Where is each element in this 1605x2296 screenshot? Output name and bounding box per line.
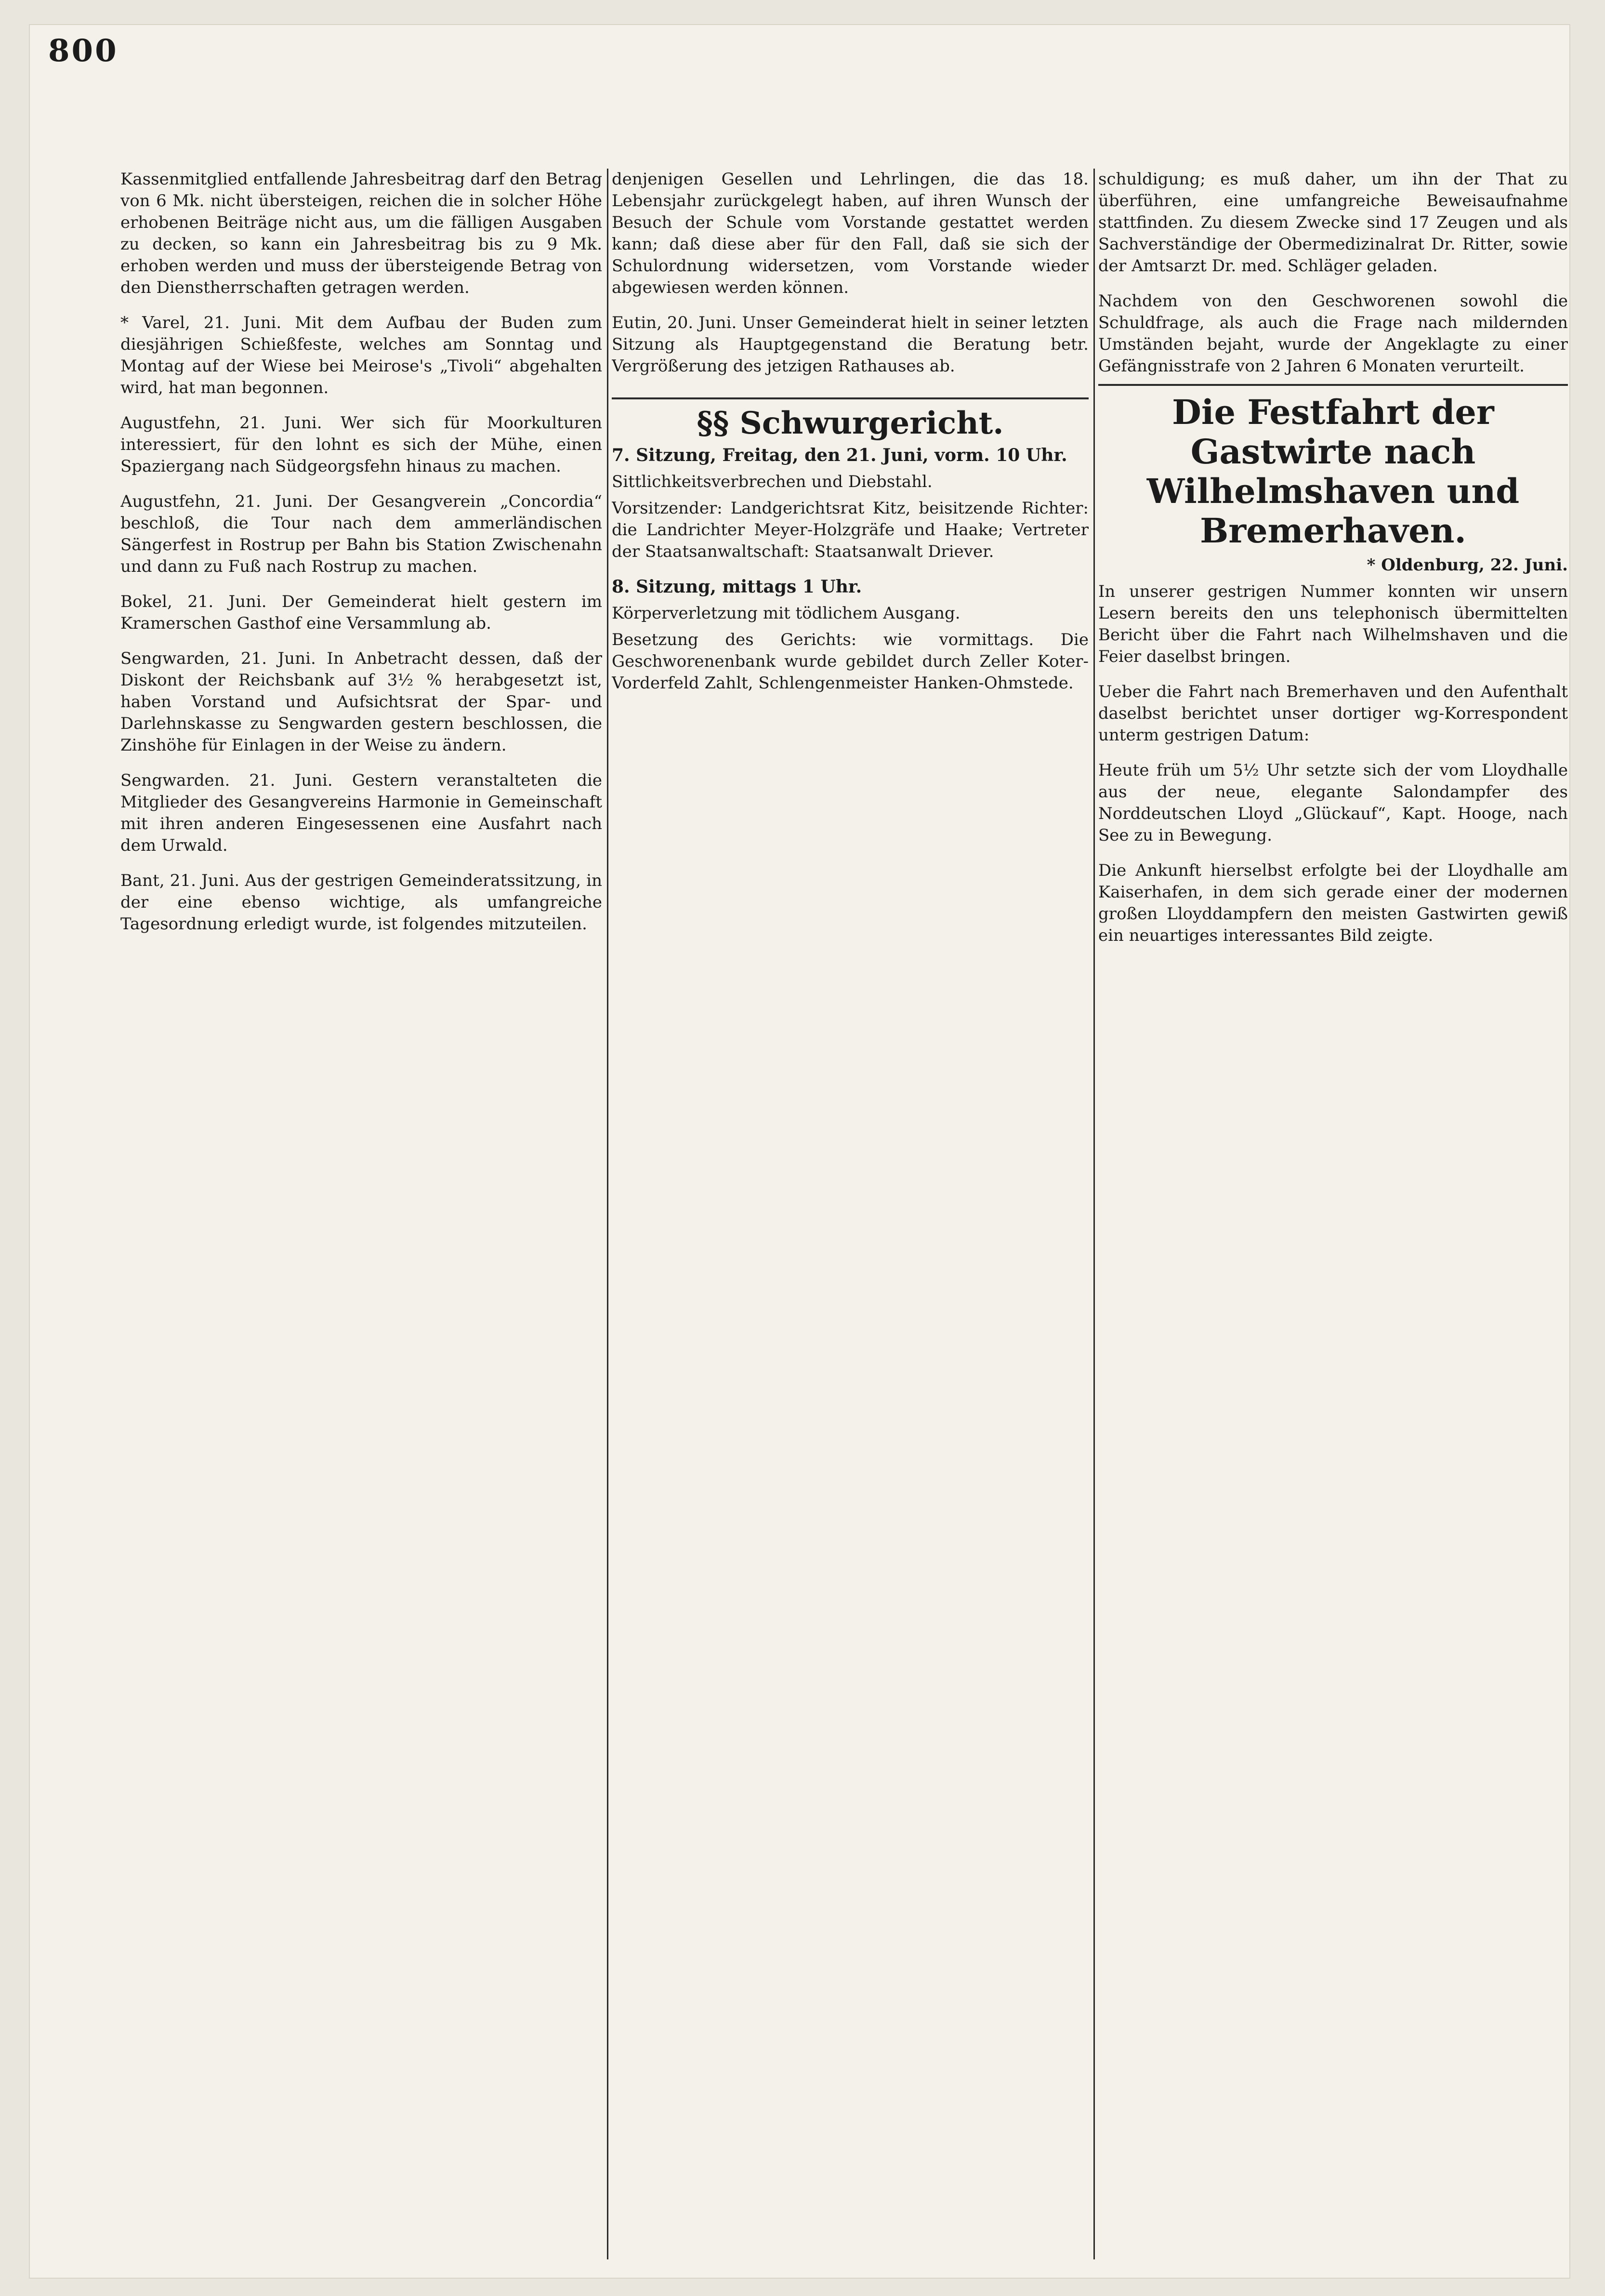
column-fade	[612, 2202, 1089, 2259]
feature-dateline: * Oldenburg, 22. Juni.	[1367, 555, 1568, 575]
column-fade	[120, 2202, 602, 2259]
article-paragraph: denjenigen Gesellen und Lehrlingen, die das 18. Lebensjahr zurückgelegt haben, auf ihren Wunsch der Besuch der Schule vom Vorstande gestattet werden kann; daß diese aber für den Fall, daß sie sich der Schulordnung widersetzen, vom Vorstande wieder abgewiesen werden können.	[612, 170, 1089, 297]
page-number: 800	[48, 33, 118, 69]
feature-paragraph: Die Ankunft hierselbst erfolgte bei der Lloydhalle am Kaiserhafen, in dem sich gerade einer der modernen großen Lloyddampfern den meisten Gastwirten gewiß ein neuartiges interessantes Bild zeigte.	[1098, 861, 1568, 945]
column-2	[612, 169, 1089, 2259]
feature-heading: Die Festfahrt der Gastwirte nach Wilhelmshaven und Bremerhaven.	[1146, 392, 1520, 551]
article-paragraph: Nachdem von den Geschworenen sowohl die Schuldfrage, als auch die Frage nach mildernden Umständen bejaht, wurde der Angeklagte zu einer Gefängnisstrafe von 2 Jahren 6 Monaten verurteilt.	[1098, 291, 1568, 376]
article-paragraph: Bant, 21. Juni. Aus der gestrigen Gemeinderatssitzung, in der eine ebenso wichtige, als umfangreiche Tagesordnung erledigt wurde, ist folgendes mitzuteilen.	[120, 871, 602, 934]
section-rule	[612, 397, 1089, 399]
court-paragraph: Vorsitzender: Landgerichtsrat Kitz, beisitzende Richter: die Landrichter Meyer-Holzgräfe und Haake; Vertreter der Staatsanwaltschaft: Staatsanwalt Driever.	[612, 499, 1089, 561]
column-divider	[607, 169, 608, 2259]
court-session-subject: Sittlichkeitsverbrechen und Diebstahl.	[612, 472, 933, 491]
column-3	[1098, 169, 1568, 2259]
article-paragraph: Eutin, 20. Juni. Unser Gemeinderat hielt in seiner letzten Sitzung als Hauptgegenstand die Beratung betr. Vergrößerung des jetzigen Rathauses ab.	[612, 313, 1089, 376]
column-divider	[1093, 169, 1095, 2259]
article-paragraph: schuldigung; es muß daher, um ihn der That zu überführen, eine umfangreiche Beweisaufnahme stattfinden. Zu diesem Zwecke sind 17 Zeugen und als Sachverständige der Obermedizinalrat Dr. Ritter, sowie der Amtsarzt Dr. med. Schläger geladen.	[1098, 170, 1568, 276]
newspaper-page	[29, 24, 1570, 2279]
column-fade	[1098, 2202, 1568, 2259]
article-paragraph: * Varel, 21. Juni. Mit dem Aufbau der Buden zum diesjährigen Schießfeste, welches am Sonntag und Montag auf der Wiese bei Meirose's „Tivoli“ abgehalten wird, hat man begonnen.	[120, 313, 602, 397]
article-paragraph: Sengwarden, 21. Juni. In Anbetracht dessen, daß der Diskont der Reichsbank auf 3½ % herabgesetzt ist, haben Vorstand und Aufsichtsrat der Spar- und Darlehnskasse zu Sengwarden gestern beschlossen, die Zinshöhe für Einlagen in der Weise zu ändern.	[120, 649, 602, 755]
article-paragraph: Augustfehn, 21. Juni. Der Gesangverein „Concordia“ beschloß, die Tour nach dem ammerländischen Sängerfest in Rostrup per Bahn bis Station Zwischenahn und dann zu Fuß nach Rostrup zu machen.	[120, 492, 602, 576]
column-1	[120, 169, 602, 2259]
article-paragraph: Kassenmitglied entfallende Jahresbeitrag darf den Betrag von 6 Mk. nicht übersteigen, reichen die in solcher Höhe erhobenen Beiträge nicht aus, um die fälligen Ausgaben zu decken, so kann ein Jahresbeitrag bis zu 9 Mk. erhoben werden und muss der übersteigende Betrag von den Dienstherrschaften getragen werden.	[120, 170, 602, 297]
court-session-subject: Körperverletzung mit tödlichem Ausgang.	[612, 604, 960, 623]
feature-paragraph: Heute früh um 5½ Uhr setzte sich der vom Lloydhalle aus der neue, elegante Salondampfer des Norddeutschen Lloyd „Glückauf“, Kapt. Hooge, nach See zu in Bewegung.	[1098, 761, 1568, 845]
section-rule	[1098, 384, 1568, 386]
article-paragraph: Augustfehn, 21. Juni. Wer sich für Moorkulturen interessiert, für den lohnt es sich der Mühe, einen Spaziergang nach Südgeorgsfehn hinaus zu machen.	[120, 413, 602, 476]
article-paragraph: Sengwarden. 21. Juni. Gestern veranstalteten die Mitglieder des Gesangvereins Harmonie in Gemeinschaft mit ihren anderen Eingesessenen eine Ausfahrt nach dem Urwald.	[120, 771, 602, 855]
court-heading: §§ Schwurgericht.	[697, 405, 1004, 441]
court-session-title: 8. Sitzung, mittags 1 Uhr.	[612, 577, 862, 597]
feature-paragraph: Ueber die Fahrt nach Bremerhaven und den Aufenthalt daselbst berichtet unser dortiger wg-Korrespondent unterm gestrigen Datum:	[1098, 682, 1568, 745]
feature-paragraph: In unserer gestrigen Nummer konnten wir unsern Lesern bereits den uns telephonisch übermittelten Bericht über die Fahrt nach Wilhelmshaven und die Feier daselbst bringen.	[1098, 582, 1568, 666]
court-paragraph: Besetzung des Gerichts: wie vormittags. Die Geschworenenbank wurde gebildet durch Zeller Koter-Vorderfeld Zahlt, Schlengenmeister Hanken-Ohmstede.	[612, 630, 1089, 693]
court-session-title: 7. Sitzung, Freitag, den 21. Juni, vorm. 10 Uhr.	[612, 445, 1067, 465]
article-paragraph: Bokel, 21. Juni. Der Gemeinderat hielt gestern im Kramerschen Gasthof eine Versammlung ab.	[120, 592, 602, 633]
